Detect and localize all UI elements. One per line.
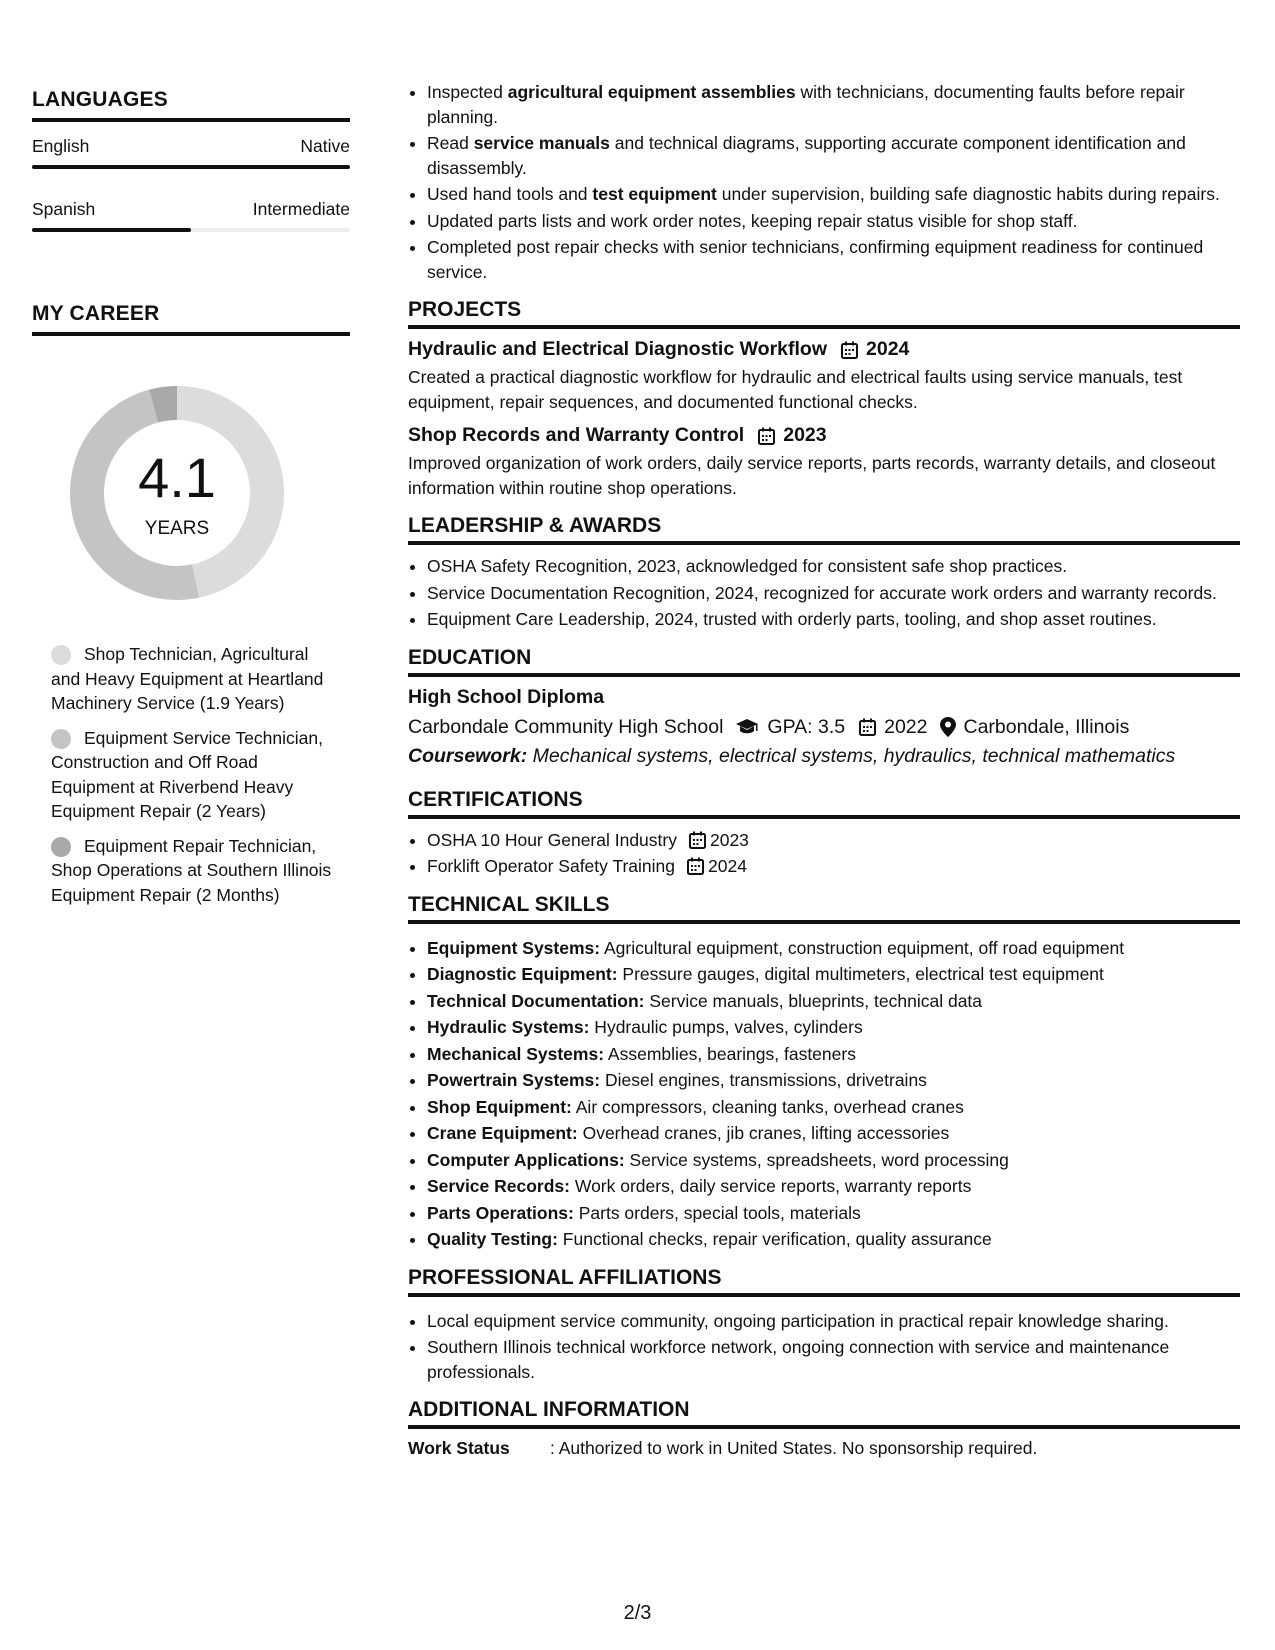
certification-name: • OSHA 10 Hour General Industry	[427, 829, 677, 850]
bullet-text: and technical diagrams, supporting accurate component identification and disassembly.	[427, 133, 1186, 178]
skill-label: Equipment Systems:	[427, 937, 601, 958]
certification-item	[427, 854, 1240, 879]
calendar-icon	[859, 718, 876, 736]
work-status-row	[408, 1438, 1240, 1459]
skills-list	[408, 936, 1240, 1252]
additional-info-title: ADDITIONAL INFORMATION	[408, 1398, 1240, 1429]
experience-bullets	[408, 80, 1240, 284]
bullet-keyword: agricultural equipment assemblies	[507, 82, 796, 102]
career-total-years: 4.1	[138, 446, 216, 509]
skills-title: TECHNICAL SKILLS	[408, 893, 1240, 924]
skill-label: Powertrain Systems:	[427, 1070, 601, 1090]
project-description: Created a practical diagnostic workflow for hydraulic and electrical faults using service manuals, test equipment, repair sequences, and documented functional checks.	[408, 367, 1183, 412]
experience-bullet	[427, 209, 1240, 234]
education-school: Carbondale Community High School	[408, 715, 724, 738]
skill-label: Service Records:	[427, 1176, 570, 1196]
career-legend-item	[51, 642, 336, 716]
calendar-icon	[841, 341, 858, 359]
education-details	[408, 716, 1240, 739]
language-item	[32, 136, 350, 169]
skill-value: Parts orders, special tools, materials	[573, 1202, 861, 1223]
language-level-bar	[32, 228, 350, 232]
education-coursework	[408, 745, 1240, 768]
skill-label: Mechanical Systems:	[427, 1043, 605, 1064]
skill-item	[427, 1095, 1240, 1120]
skill-label: Quality Testing:	[427, 1229, 558, 1249]
skill-value: Functional checks, repair verification, quality assurance	[557, 1229, 992, 1249]
skill-item	[427, 1068, 1240, 1093]
skill-label: Shop Equipment:	[427, 1096, 572, 1117]
bullet-text: Inspected	[427, 82, 508, 102]
experience-bullet	[427, 131, 1240, 180]
bullet-text: under supervision, building safe diagnostic habits during repairs.	[716, 184, 1220, 204]
certifications-title: CERTIFICATIONS	[408, 788, 1240, 819]
skill-item	[427, 1042, 1240, 1067]
project-name: Hydraulic and Electrical Diagnostic Workflow	[408, 338, 827, 360]
bullet-text: Completed post repair checks with senior technicians, confirming equipment readiness for continued service.	[427, 237, 1204, 282]
career-legend	[51, 642, 336, 907]
leadership-item: • OSHA Safety Recognition, 2023, acknowledged for consistent safe shop practices.	[427, 554, 1240, 579]
languages-title: LANGUAGES	[32, 88, 350, 122]
skill-value: Air compressors, cleaning tanks, overhead cranes	[571, 1096, 964, 1117]
career-legend-item	[51, 834, 336, 908]
language-level-fill	[32, 165, 350, 169]
skill-item	[427, 936, 1240, 961]
leadership-list	[408, 554, 1240, 632]
skill-value: Pressure gauges, digital multimeters, electrical test equipment	[617, 964, 1104, 984]
language-level-bar	[32, 165, 350, 169]
coursework-label: Coursework:	[408, 744, 528, 767]
affiliation-item: • Southern Illinois technical workforce network, ongoing connection with service and maintenance professionals.	[427, 1335, 1240, 1384]
bullet-keyword: test equipment	[592, 184, 717, 204]
certifications-list	[408, 828, 1240, 879]
certification-year: 2024	[708, 856, 747, 876]
affiliation-item: • Local equipment service community, ongoing participation in practical repair knowledge sharing.	[427, 1309, 1240, 1334]
leadership-item: • Service Documentation Recognition, 2024, recognized for accurate work orders and warranty records.	[427, 581, 1240, 606]
skill-label: Diagnostic Equipment:	[427, 964, 618, 984]
skill-label: Crane Equipment:	[427, 1123, 578, 1143]
education-location: Carbondale, Illinois	[963, 715, 1130, 738]
experience-bullet	[427, 235, 1240, 284]
bullet-keyword: service manuals	[473, 133, 610, 153]
language-level: Native	[300, 136, 350, 156]
certification-item	[427, 828, 1240, 853]
skill-item	[427, 1227, 1240, 1252]
calendar-icon	[689, 831, 706, 849]
legend-dot-icon	[51, 837, 71, 857]
calendar-icon	[758, 427, 775, 445]
skill-item	[427, 1148, 1240, 1173]
education-gpa: GPA: 3.5	[767, 715, 846, 738]
skill-item	[427, 962, 1240, 987]
career-legend-label: Shop Technician, Agricultural and Heavy Equipment at Heartland Machinery Service (1.9 Years)	[51, 644, 324, 713]
project-name: Shop Records and Warranty Control	[408, 424, 745, 446]
project-year: 2024	[866, 338, 910, 360]
skill-label: Parts Operations:	[427, 1202, 574, 1223]
calendar-icon	[687, 857, 704, 875]
bullet-text: with technicians, documenting faults before repair planning.	[427, 82, 1185, 127]
right-column	[408, 80, 1240, 1459]
skill-value: Service manuals, blueprints, technical data	[644, 990, 983, 1011]
project-description: Improved organization of work orders, daily service reports, parts records, warranty details, and closeout information within routine shop operations.	[408, 453, 1216, 498]
education-title: EDUCATION	[408, 646, 1240, 677]
skill-item	[427, 1121, 1240, 1146]
certification-name: • Forklift Operator Safety Training	[427, 856, 676, 876]
skill-label: Technical Documentation:	[427, 990, 645, 1011]
graduation-cap-icon	[735, 718, 759, 736]
left-column	[32, 88, 350, 917]
skill-value: Hydraulic pumps, valves, cylinders	[589, 1017, 863, 1037]
skill-value: Agricultural equipment, construction equipment, off road equipment	[600, 937, 1125, 958]
career-legend-label: Equipment Repair Technician, Shop Operations at Southern Illinois Equipment Repair (2 Months)	[51, 835, 332, 905]
projects-title: PROJECTS	[408, 298, 1240, 329]
skill-value: Assemblies, bearings, fasteners	[604, 1043, 856, 1064]
education-degree: High School Diploma	[408, 685, 605, 708]
legend-dot-icon	[51, 729, 71, 749]
work-status-value: : Authorized to work in United States. No sponsorship required.	[550, 1438, 1038, 1458]
experience-bullet	[427, 80, 1240, 129]
page-number: 2/3	[623, 1602, 652, 1624]
affiliations-list	[408, 1309, 1240, 1385]
skill-value: Overhead cranes, jib cranes, lifting accessories	[577, 1123, 950, 1143]
career-donut-chart	[62, 378, 292, 608]
coursework-text: Mechanical systems, electrical systems, hydraulics, technical mathematics	[527, 744, 1176, 767]
career-title: MY CAREER	[32, 302, 350, 336]
skill-value: Diesel engines, transmissions, drivetrains	[600, 1070, 927, 1090]
legend-dot-icon	[51, 645, 71, 665]
leadership-item: • Equipment Care Leadership, 2024, trusted with orderly parts, tooling, and shop asset routines.	[427, 607, 1240, 632]
career-legend-item	[51, 726, 336, 824]
skill-item	[427, 1174, 1240, 1199]
career-legend-label: Equipment Service Technician, Construction and Off Road Equipment at Riverbend Heavy Equipment Repair (2 Years)	[51, 727, 323, 821]
bullet-text: Updated parts lists and work order notes, keeping repair status visible for shop staff.	[427, 210, 1078, 231]
skill-label: Hydraulic Systems:	[427, 1017, 590, 1037]
language-level-fill	[32, 228, 191, 232]
bullet-text: Used hand tools and	[427, 184, 593, 204]
project-year: 2023	[783, 424, 827, 446]
project-item	[408, 338, 1240, 414]
skill-item	[427, 1201, 1240, 1226]
experience-bullet	[427, 182, 1240, 207]
language-name: English	[32, 136, 90, 156]
language-item	[32, 199, 350, 232]
affiliations-title: PROFESSIONAL AFFILIATIONS	[408, 1266, 1240, 1297]
skill-item	[427, 989, 1240, 1014]
leadership-title: LEADERSHIP & AWARDS	[408, 514, 1240, 545]
skill-value: Service systems, spreadsheets, word processing	[624, 1149, 1009, 1170]
education-year: 2022	[884, 715, 928, 738]
skill-label: Computer Applications:	[427, 1149, 625, 1170]
skill-value: Work orders, daily service reports, warranty reports	[570, 1176, 972, 1196]
skill-item	[427, 1015, 1240, 1040]
career-years-unit: YEARS	[144, 518, 210, 539]
bullet-text: Read	[427, 133, 474, 153]
language-level: Intermediate	[252, 199, 350, 219]
language-name: Spanish	[32, 199, 96, 219]
project-item	[408, 424, 1240, 500]
location-pin-icon	[940, 717, 956, 737]
work-status-label: Work Status	[408, 1438, 510, 1458]
certification-year: 2023	[709, 829, 749, 850]
